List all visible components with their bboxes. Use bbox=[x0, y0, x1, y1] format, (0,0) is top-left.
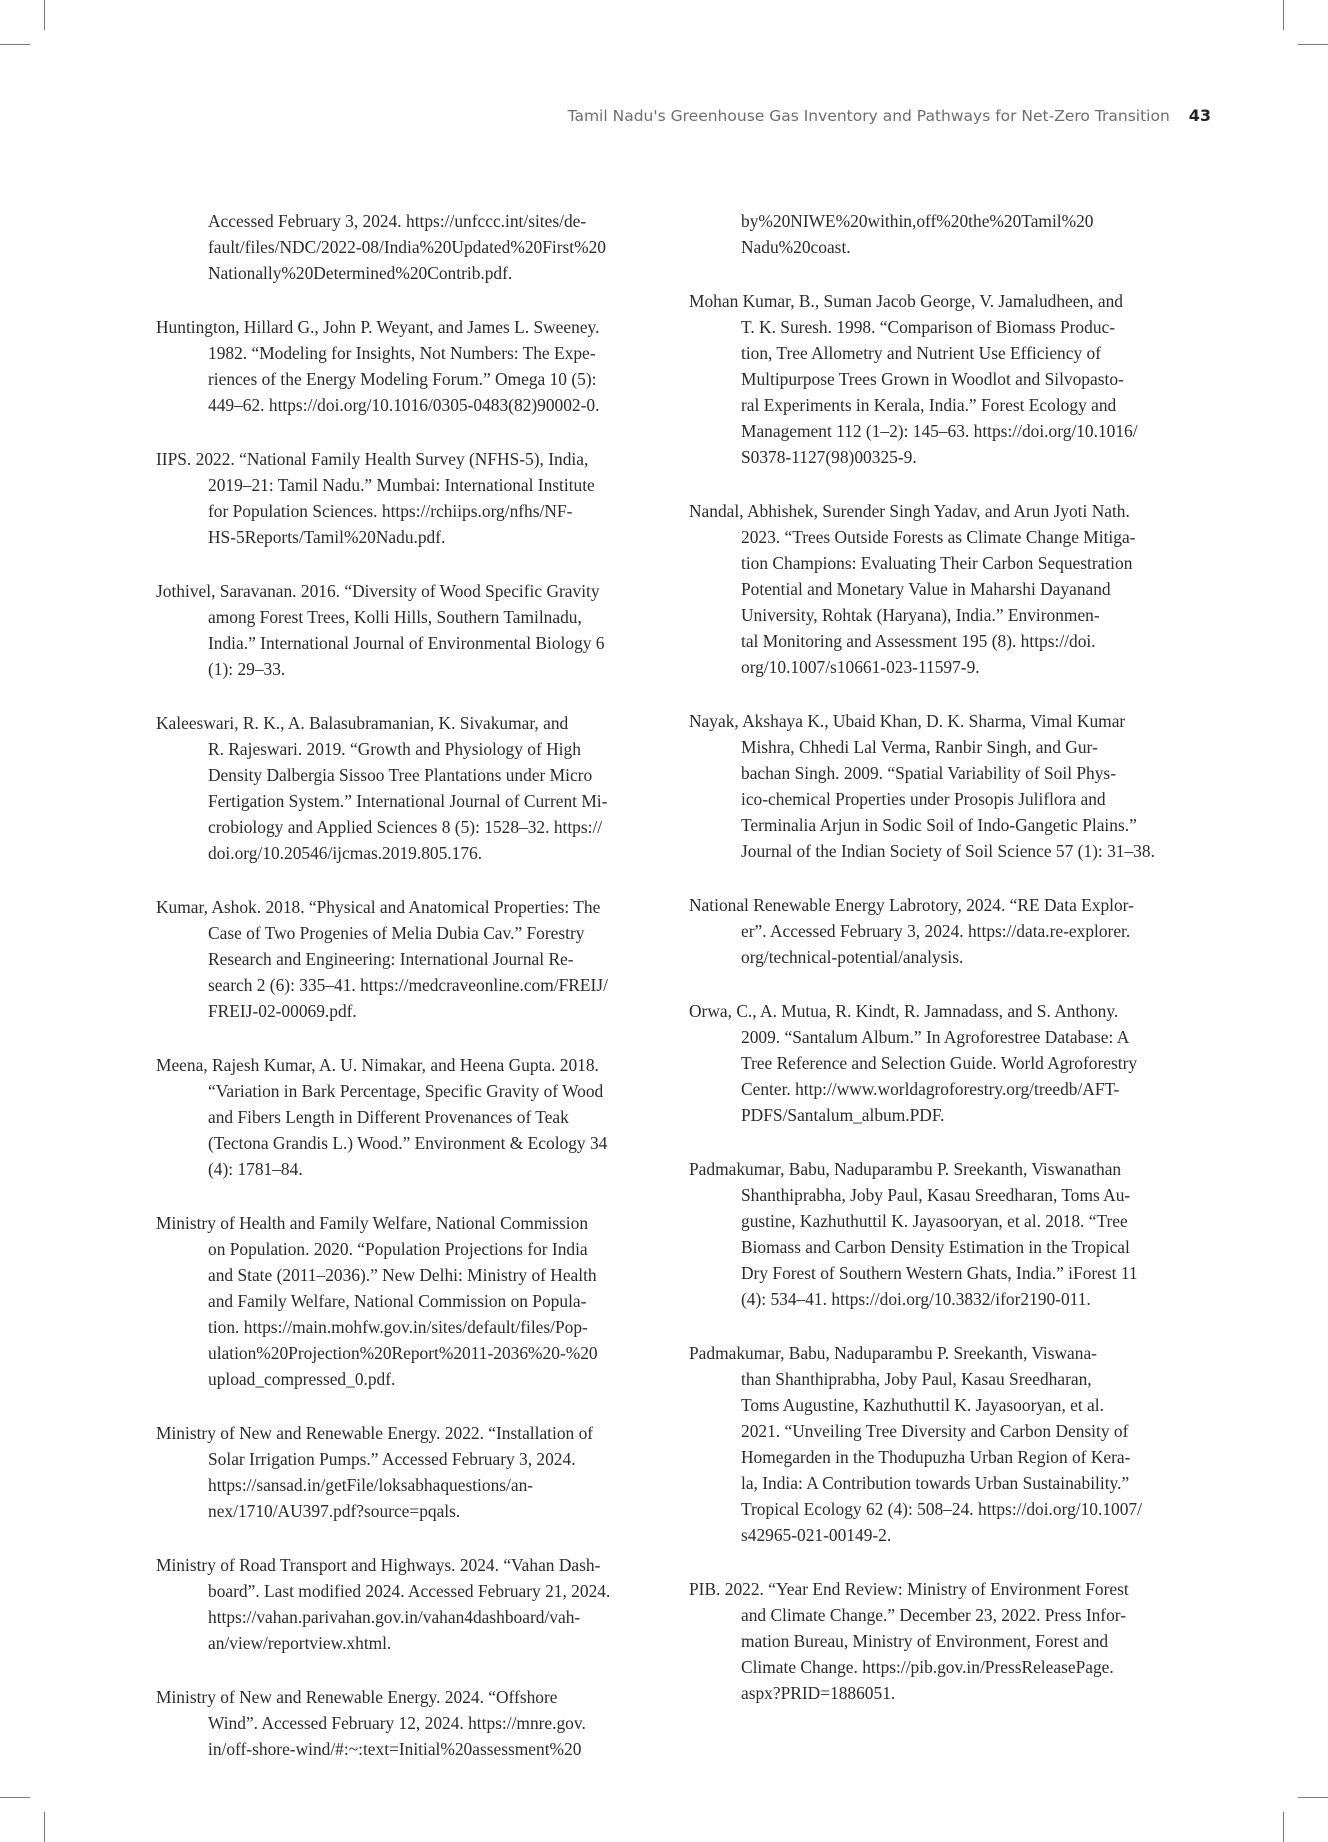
reference-line: aspx?PRID=1886051. bbox=[741, 1683, 896, 1703]
reference-line: PDFS/Santalum_album.PDF. bbox=[741, 1105, 945, 1125]
reference-line: s42965-021-00149-2. bbox=[741, 1525, 892, 1545]
reference-line: gustine, Kazhuthuttil K. Jayasooryan, et al. 2018. “Tree bbox=[741, 1211, 1128, 1231]
reference-entry bbox=[689, 498, 1174, 680]
reference-line: Homegarden in the Thodupuzha Urban Region of Kera- bbox=[741, 1447, 1131, 1467]
reference-line: Mishra, Chhedi Lal Verma, Ranbir Singh, and Gur- bbox=[741, 737, 1098, 757]
reference-line: tion Champions: Evaluating Their Carbon Sequestration bbox=[741, 553, 1133, 573]
reference-line: (Tectona Grandis L.) Wood.” Environment & Ecology 34 bbox=[208, 1133, 608, 1153]
reference-line: (1): 29–33. bbox=[208, 659, 286, 679]
reference-entry bbox=[156, 894, 641, 1024]
reference-line: Mohan Kumar, B., Suman Jacob George, V. Jamaludheen, and bbox=[689, 291, 1123, 311]
reference-line: Potential and Monetary Value in Maharshi Dayanand bbox=[741, 579, 1111, 599]
reference-line: Nationally%20Determined%20Contrib.pdf. bbox=[208, 263, 513, 283]
reference-line: and Fibers Length in Different Provenances of Teak bbox=[208, 1107, 569, 1127]
reference-line: Jothivel, Saravanan. 2016. “Diversity of Wood Specific Gravity bbox=[156, 581, 600, 601]
reference-line: and Climate Change.” December 23, 2022. Press Infor- bbox=[741, 1605, 1127, 1625]
reference-line: Research and Engineering: International Journal Re- bbox=[208, 949, 574, 969]
reference-line: Density Dalbergia Sissoo Tree Plantations under Micro bbox=[208, 765, 593, 785]
reference-line: tal Monitoring and Assessment 195 (8). https://doi. bbox=[741, 631, 1096, 651]
reference-line: board”. Last modified 2024. Accessed February 21, 2024. bbox=[208, 1581, 611, 1601]
reference-entry bbox=[689, 892, 1174, 970]
reference-line: on Population. 2020. “Population Projections for India bbox=[208, 1239, 588, 1259]
reference-line: and State (2011–2036).” New Delhi: Ministry of Health bbox=[208, 1265, 597, 1285]
reference-line: Toms Augustine, Kazhuthuttil K. Jayasooryan, et al. bbox=[741, 1395, 1104, 1415]
reference-line: among Forest Trees, Kolli Hills, Southern Tamilnadu, bbox=[208, 607, 582, 627]
reference-entry bbox=[156, 1420, 641, 1524]
reference-line: Fertigation System.” International Journal of Current Mi- bbox=[208, 791, 608, 811]
reference-line: 2021. “Unveiling Tree Diversity and Carbon Density of bbox=[741, 1421, 1129, 1441]
reference-line: FREIJ-02-00069.pdf. bbox=[208, 1001, 357, 1021]
reference-line: (4): 534–41. https://doi.org/10.3832/ifor2190-011. bbox=[741, 1289, 1091, 1309]
reference-line: Solar Irrigation Pumps.” Accessed February 3, 2024. bbox=[208, 1449, 576, 1469]
reference-entry bbox=[689, 998, 1174, 1128]
reference-line: search 2 (6): 335–41. https://medcraveonline.com/FREIJ/ bbox=[208, 975, 608, 995]
reference-line: Ministry of New and Renewable Energy. 2022. “Installation of bbox=[156, 1423, 594, 1443]
reference-line: “Variation in Bark Percentage, Specific Gravity of Wood bbox=[208, 1081, 604, 1101]
reference-line: 449–62. https://doi.org/10.1016/0305-0483(82)90002-0. bbox=[208, 395, 600, 415]
reference-line: Meena, Rajesh Kumar, A. U. Nimakar, and Heena Gupta. 2018. bbox=[156, 1055, 599, 1075]
reference-line: upload_compressed_0.pdf. bbox=[208, 1369, 396, 1389]
crop-mark bbox=[44, 1812, 45, 1842]
reference-line: by%20NIWE%20within,off%20the%20Tamil%20 bbox=[741, 211, 1094, 231]
reference-line: Multipurpose Trees Grown in Woodlot and Silvopasto- bbox=[741, 369, 1124, 389]
reference-line: 2019–21: Tamil Nadu.” Mumbai: International Institute bbox=[208, 475, 595, 495]
crop-mark bbox=[1298, 1797, 1328, 1798]
reference-entry bbox=[689, 1156, 1174, 1312]
reference-line: Center. http://www.worldagroforestry.org/treedb/AFT- bbox=[741, 1079, 1120, 1099]
reference-line: Padmakumar, Babu, Naduparambu P. Sreekanth, Viswanathan bbox=[689, 1159, 1122, 1179]
reference-line: Management 112 (1–2): 145–63. https://doi.org/10.1016/ bbox=[741, 421, 1138, 441]
reference-line: nex/1710/AU397.pdf?source=pqals. bbox=[208, 1501, 461, 1521]
crop-mark bbox=[44, 0, 45, 30]
reference-line: ulation%20Projection%20Report%2011-2036%20-%20 bbox=[208, 1343, 598, 1363]
reference-line: Nadu%20coast. bbox=[741, 237, 851, 257]
reference-line: Wind”. Accessed February 12, 2024. https://mnre.gov. bbox=[208, 1713, 586, 1733]
reference-line: Shanthiprabha, Joby Paul, Kasau Sreedharan, Toms Au- bbox=[741, 1185, 1131, 1205]
reference-line: HS-5Reports/Tamil%20Nadu.pdf. bbox=[208, 527, 446, 547]
reference-entry bbox=[689, 208, 1174, 260]
page-number: 43 bbox=[1188, 106, 1211, 125]
reference-line: PIB. 2022. “Year End Review: Ministry of Environment Forest bbox=[689, 1579, 1129, 1599]
reference-entry bbox=[156, 446, 641, 550]
reference-entry bbox=[156, 1052, 641, 1182]
reference-line: la, India: A Contribution towards Urban Sustainability.” bbox=[741, 1473, 1130, 1493]
reference-line: IIPS. 2022. “National Family Health Survey (NFHS-5), India, bbox=[156, 449, 589, 469]
running-title: Tamil Nadu's Greenhouse Gas Inventory and Pathways for Net-Zero Transition bbox=[567, 107, 1170, 125]
reference-line: org/technical-potential/analysis. bbox=[741, 947, 964, 967]
reference-line: S0378-1127(98)00325-9. bbox=[741, 447, 917, 467]
crop-mark bbox=[0, 1797, 30, 1798]
reference-line: than Shanthiprabha, Joby Paul, Kasau Sreedharan, bbox=[741, 1369, 1092, 1389]
reference-line: doi.org/10.20546/ijcmas.2019.805.176. bbox=[208, 843, 483, 863]
reference-line: National Renewable Energy Labrotory, 2024. “RE Data Explor- bbox=[689, 895, 1134, 915]
reference-line: org/10.1007/s10661-023-11597-9. bbox=[741, 657, 980, 677]
reference-line: Padmakumar, Babu, Naduparambu P. Sreekanth, Viswana- bbox=[689, 1343, 1097, 1363]
reference-line: crobiology and Applied Sciences 8 (5): 1528–32. https:// bbox=[208, 817, 603, 837]
reference-entry bbox=[689, 288, 1174, 470]
reference-line: Huntington, Hillard G., John P. Weyant, and James L. Sweeney. bbox=[156, 317, 600, 337]
reference-line: Dry Forest of Southern Western Ghats, India.” iForest 11 bbox=[741, 1263, 1138, 1283]
reference-line: Biomass and Carbon Density Estimation in the Tropical bbox=[741, 1237, 1130, 1257]
reference-line: https://vahan.parivahan.gov.in/vahan4dashboard/vah- bbox=[208, 1607, 581, 1627]
reference-line: Ministry of Road Transport and Highways. 2024. “Vahan Dash- bbox=[156, 1555, 601, 1575]
reference-entry bbox=[689, 1340, 1174, 1548]
reference-line: Ministry of New and Renewable Energy. 2024. “Offshore bbox=[156, 1687, 558, 1707]
reference-entry bbox=[156, 1552, 641, 1656]
reference-line: Orwa, C., A. Mutua, R. Kindt, R. Jamnadass, and S. Anthony. bbox=[689, 1001, 1119, 1021]
reference-line: for Population Sciences. https://rchiips.org/nfhs/NF- bbox=[208, 501, 573, 521]
reference-line: Journal of the Indian Society of Soil Science 57 (1): 31–38. bbox=[741, 841, 1155, 861]
reference-line: India.” International Journal of Environmental Biology 6 bbox=[208, 633, 605, 653]
reference-entry bbox=[156, 208, 641, 286]
references-left-column bbox=[156, 208, 641, 1790]
reference-entry bbox=[156, 1684, 641, 1762]
reference-line: 2023. “Trees Outside Forests as Climate Change Mitiga- bbox=[741, 527, 1136, 547]
reference-entry bbox=[689, 708, 1174, 864]
reference-line: mation Bureau, Ministry of Environment, Forest and bbox=[741, 1631, 1109, 1651]
reference-line: in/off-shore-wind/#:~:text=Initial%20assessment%20 bbox=[208, 1739, 582, 1759]
reference-line: Ministry of Health and Family Welfare, National Commission bbox=[156, 1213, 589, 1233]
reference-line: 1982. “Modeling for Insights, Not Numbers: The Expe- bbox=[208, 343, 596, 363]
reference-line: University, Rohtak (Haryana), India.” Environmen- bbox=[741, 605, 1100, 625]
crop-mark bbox=[0, 44, 30, 45]
reference-line: Tropical Ecology 62 (4): 508–24. https://doi.org/10.1007/ bbox=[741, 1499, 1142, 1519]
reference-line: Climate Change. https://pib.gov.in/PressReleasePage. bbox=[741, 1657, 1114, 1677]
reference-line: Nandal, Abhishek, Surender Singh Yadav, and Arun Jyoti Nath. bbox=[689, 501, 1130, 521]
reference-line: ral Experiments in Kerala, India.” Forest Ecology and bbox=[741, 395, 1117, 415]
reference-entry bbox=[689, 1576, 1174, 1706]
reference-line: and Family Welfare, National Commission on Popula- bbox=[208, 1291, 587, 1311]
reference-line: https://sansad.in/getFile/loksabhaquestions/an- bbox=[208, 1475, 534, 1495]
reference-entry bbox=[156, 710, 641, 866]
reference-line: T. K. Suresh. 1998. “Comparison of Biomass Produc- bbox=[741, 317, 1116, 337]
reference-line: tion, Tree Allometry and Nutrient Use Efficiency of bbox=[741, 343, 1101, 363]
references-right-column bbox=[689, 208, 1174, 1734]
reference-line: R. Rajeswari. 2019. “Growth and Physiology of High bbox=[208, 739, 581, 759]
reference-line: Kaleeswari, R. K., A. Balasubramanian, K. Sivakumar, and bbox=[156, 713, 569, 733]
reference-line: Kumar, Ashok. 2018. “Physical and Anatomical Properties: The bbox=[156, 897, 601, 917]
reference-line: ico-chemical Properties under Prosopis Juliflora and bbox=[741, 789, 1106, 809]
reference-line: Nayak, Akshaya K., Ubaid Khan, D. K. Sharma, Vimal Kumar bbox=[689, 711, 1126, 731]
reference-line: 2009. “Santalum Album.” In Agroforestree Database: A bbox=[741, 1027, 1130, 1047]
reference-line: riences of the Energy Modeling Forum.” Omega 10 (5): bbox=[208, 369, 597, 389]
reference-line: er”. Accessed February 3, 2024. https://data.re-explorer. bbox=[741, 921, 1131, 941]
reference-line: Accessed February 3, 2024. https://unfccc.int/sites/de- bbox=[208, 211, 587, 231]
reference-line: tion. https://main.mohfw.gov.in/sites/default/files/Pop- bbox=[208, 1317, 588, 1337]
reference-line: an/view/reportview.xhtml. bbox=[208, 1633, 392, 1653]
reference-line: Tree Reference and Selection Guide. World Agroforestry bbox=[741, 1053, 1138, 1073]
reference-entry bbox=[156, 578, 641, 682]
crop-mark bbox=[1283, 1812, 1284, 1842]
running-header bbox=[568, 106, 1211, 125]
reference-line: bachan Singh. 2009. “Spatial Variability of Soil Phys- bbox=[741, 763, 1116, 783]
reference-entry bbox=[156, 314, 641, 418]
reference-line: Terminalia Arjun in Sodic Soil of Indo-Gangetic Plains.” bbox=[741, 815, 1137, 835]
reference-line: fault/files/NDC/2022-08/India%20Updated%20First%20 bbox=[208, 237, 606, 257]
reference-entry bbox=[156, 1210, 641, 1392]
reference-line: Case of Two Progenies of Melia Dubia Cav.” Forestry bbox=[208, 923, 585, 943]
crop-mark bbox=[1298, 44, 1328, 45]
crop-mark bbox=[1283, 0, 1284, 30]
reference-line: (4): 1781–84. bbox=[208, 1159, 303, 1179]
